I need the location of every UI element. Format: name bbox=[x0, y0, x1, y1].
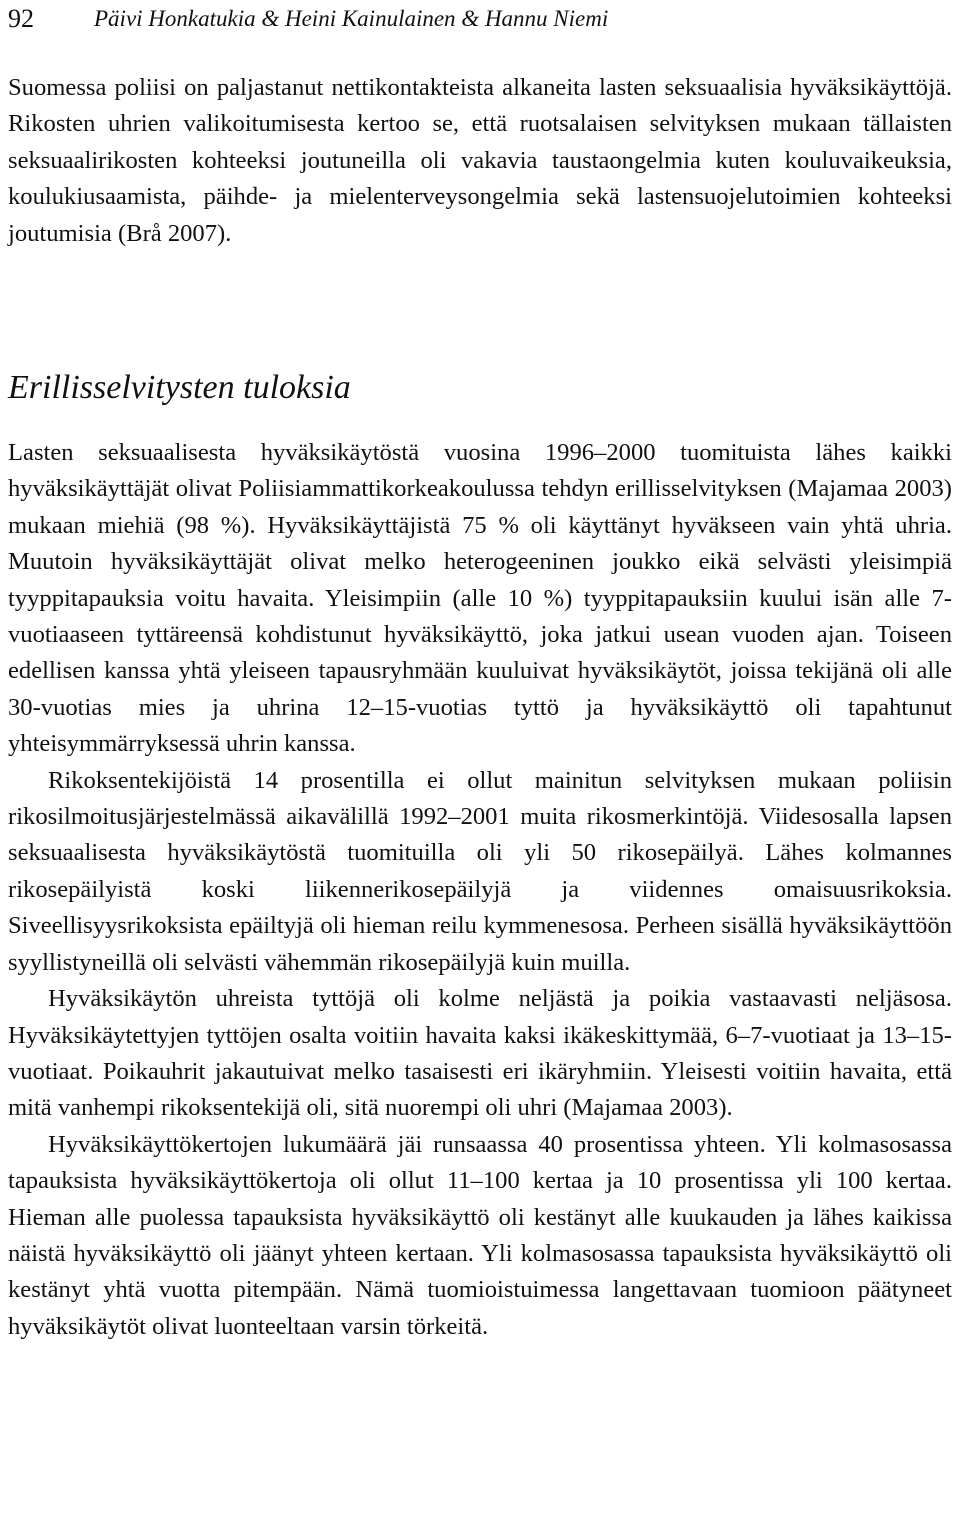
running-header bbox=[8, 2, 952, 36]
page-number: 92 bbox=[8, 4, 34, 33]
intro-text bbox=[8, 70, 952, 252]
header-authors: Päivi Honkatukia & Heini Kainulainen & Hannu Niemi bbox=[94, 6, 609, 31]
intro-paragraph: Suomessa poliisi on paljastanut nettikontakteista alkaneita lasten seksuaalisia hyväksikäyttöjä. Rikosten uhrien valikoitumisesta kertoo se, että ruotsalaisen selvityksen mukaan tällaisten seksuaalirikosten kohteeksi joutuneilla oli vakavia taustaongelmia kuten kouluvaikeuksia, koulukiusaamista, päihde- ja mielenterveysongelmia sekä lastensuojelutoimien kohteeksi joutumisia (Brå 2007). bbox=[8, 74, 952, 247]
body-paragraph-1: Lasten seksuaalisesta hyväksikäytöstä vuosina 1996–2000 tuomituista lähes kaikki hyväksikäyttäjät olivat Poliisiammattikorkeakoulussa tehdyn erillisselvityksen (Majamaa 2003) mukaan miehiä (98 %). Hyväksikäyttäjistä 75 % oli käyttänyt hyväkseen vain yhtä uhria. Muutoin hyväksikäyttäjät olivat melko heterogeeninen joukko eikä selvästi yleisimpiä tyyppitapauksia voitu havaita. Yleisimpiin (alle 10 %) tyyppitapauksiin kuului isän alle 7-vuotiaaseen tyttäreensä kohdistunut hyväksikäyttö, joka jatkui usean vuoden ajan. Toiseen edellisen kanssa yhtä yleiseen tapausryhmään kuuluivat hyväksikäytöt, joissa tekijänä oli alle 30-vuotias mies ja uhrina 12–15-vuotias tyttö ja hyväksikäyttö oli tapahtunut yhteisymmärryksessä uhrin kanssa. bbox=[8, 439, 952, 758]
document-page bbox=[8, 0, 952, 1536]
body-paragraph-3: Hyväksikäytön uhreista tyttöjä oli kolme neljästä ja poikia vastaavasti neljäsosa. Hyväksikäytettyjen tyttöjen osalta voitiin havaita kaksi ikäkeskittymää, 6–7-vuotiaat ja 13–15-vuotiaat. Poikauhrit jakautuivat melko tasaisesti eri ikäryhmiin. Yleisesti voitiin havaita, että mitä vanhempi rikoksentekijä oli, sitä nuorempi oli uhri (Majamaa 2003). bbox=[8, 985, 952, 1122]
section-heading: Erillisselvitysten tuloksia bbox=[8, 369, 351, 406]
body-paragraph-4: Hyväksikäyttökertojen lukumäärä jäi runsaassa 40 prosentissa yhteen. Yli kolmasosassa tapauksista hyväksikäyttökertoja oli ollut 11–100 kertaa ja 10 prosentissa yli 100 kertaa. Hieman alle puolessa tapauksista hyväksikäyttö oli kestänyt alle kuukauden ja lähes kaikissa näistä hyväksikäyttö oli jäänyt yhteen kertaan. Yli kolmasosassa tapauksista hyväksikäyttö oli kestänyt yhtä vuotta pitempään. Nämä tuomioistuimessa langettavaan tuomioon päätyneet hyväksikäytöt olivat luonteeltaan varsin törkeitä. bbox=[8, 1130, 952, 1340]
body-paragraph-2: Rikoksentekijöistä 14 prosentilla ei ollut mainitun selvityksen mukaan poliisin rikosilmoitusjärjestelmässä aikavälillä 1992–2001 muita rikosmerkintöjä. Viidesosalla lapsen seksuaalisesta hyväksikäytöstä tuomituilla oli yli 50 rikosepäilyä. Lähes kolmannes rikosepäilyistä koski liikennerikosepäilyjä ja viidennes omaisuusrikoksia. Siveellisyysrikoksista epäiltyjä oli hieman reilu kymmenesosa. Perheen sisällä hyväksikäyttöön syyllistyneillä oli selvästi vähemmän rikosepäilyjä kuin muilla. bbox=[8, 766, 952, 976]
section-body bbox=[8, 435, 952, 1345]
